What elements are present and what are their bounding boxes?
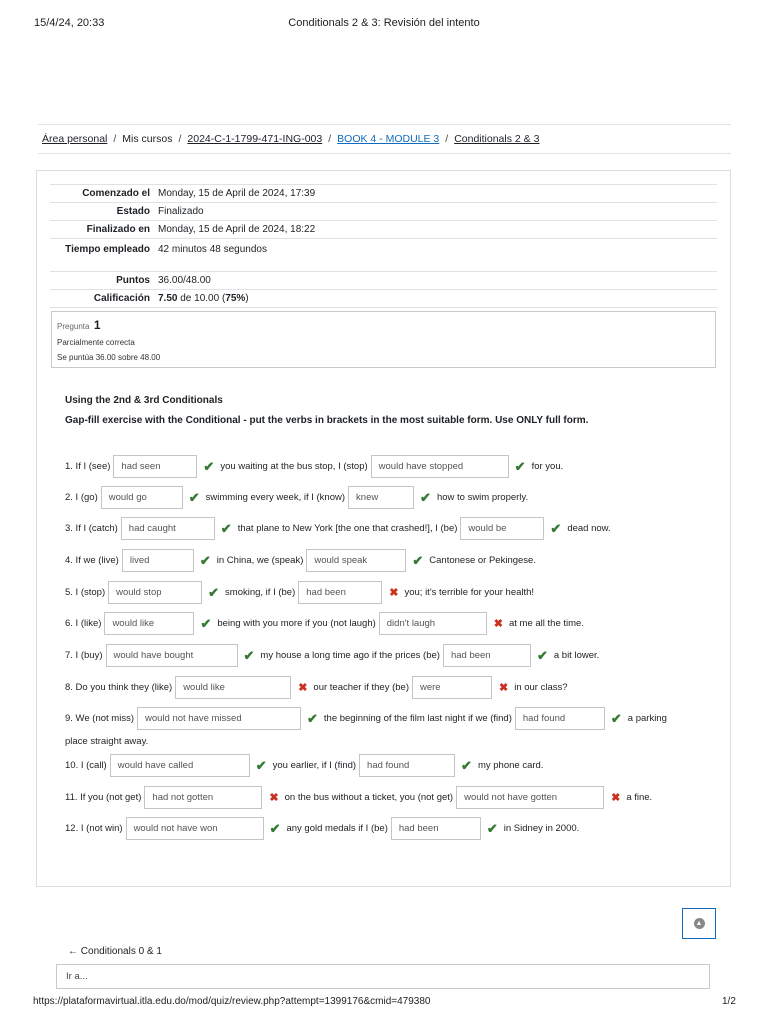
sentence-text: for you.	[531, 461, 564, 472]
sentence-text: 4. If we (live)	[65, 555, 119, 566]
breadcrumb-separator: /	[113, 133, 117, 145]
correct-check-icon: ✔	[243, 647, 255, 663]
sentence-text: 8. Do you think they (like)	[65, 682, 173, 693]
answer-field[interactable]: had found	[515, 707, 605, 730]
grade-scale: de 10.00 (	[177, 293, 226, 304]
incorrect-cross-icon: ✖	[498, 682, 509, 694]
question-state: Parcialmente correcta	[57, 338, 135, 347]
print-page-number: 1/2	[722, 996, 736, 1007]
sentence-text: on the bus without a ticket, you (not get)	[284, 792, 454, 803]
jump-to-select[interactable]	[56, 964, 710, 989]
sentence-text: that plane to New York [the one that crashed!], I (be)	[237, 523, 458, 534]
gap-fill-sentence	[65, 676, 568, 699]
answer-field[interactable]: had been	[391, 817, 481, 840]
breadcrumb-separator: /	[445, 133, 449, 145]
gap-fill-sentence	[65, 612, 584, 635]
sentence-text: how to swim properly.	[436, 492, 529, 503]
summary-row-started	[50, 185, 717, 203]
summary-row-state	[50, 203, 717, 221]
breadcrumb	[38, 124, 731, 154]
answer-field[interactable]: would go	[101, 486, 183, 509]
summary-row-points	[50, 272, 717, 290]
print-datetime: 15/4/24, 20:33	[34, 17, 105, 29]
sentence-text: you waiting at the bus stop, I (stop)	[220, 461, 368, 472]
correct-check-icon: ✔	[199, 552, 211, 568]
question-info-box	[51, 311, 716, 368]
sentence-text: 10. I (call)	[65, 760, 107, 771]
correct-check-icon: ✔	[220, 520, 232, 536]
arrow-up-icon: ▲	[694, 918, 705, 929]
breadcrumb-quiz[interactable]: Conditionals 2 & 3	[454, 133, 540, 145]
summary-value: Monday, 15 de April de 2024, 17:39	[154, 185, 717, 203]
correct-check-icon: ✔	[255, 757, 267, 773]
sentence-text: 11. If you (not get)	[65, 792, 142, 803]
sentence-text: 3. If I (catch)	[65, 523, 118, 534]
incorrect-cross-icon: ✖	[611, 792, 621, 804]
sentence-text: being with you more if you (not laugh)	[217, 618, 376, 629]
sentence-text: 5. I (stop)	[65, 587, 106, 598]
answer-field[interactable]: would like	[104, 612, 194, 635]
sentence-text: any gold medals if I (be)	[286, 823, 388, 834]
summary-value: 36.00/48.00	[154, 272, 717, 290]
breadcrumb-module[interactable]: BOOK 4 - MODULE 3	[337, 133, 440, 145]
summary-row-time	[50, 239, 717, 272]
grade-percent: 75%	[225, 293, 246, 304]
correct-check-icon: ✔	[610, 710, 622, 726]
breadcrumb-separator: /	[328, 133, 332, 145]
previous-activity-link[interactable]	[68, 946, 162, 957]
answer-field[interactable]: would speak	[306, 549, 406, 572]
attempt-summary-table	[50, 184, 717, 308]
correct-check-icon: ✔	[514, 458, 526, 474]
answer-field[interactable]: would be	[460, 517, 544, 540]
gap-fill-sentence	[65, 517, 611, 540]
incorrect-cross-icon: ✖	[493, 618, 503, 630]
correct-check-icon: ✔	[461, 757, 472, 773]
summary-value: Monday, 15 de April de 2024, 18:22	[154, 221, 717, 239]
correct-check-icon: ✔	[203, 458, 215, 474]
answer-field[interactable]: had not gotten	[144, 786, 262, 809]
sentence-text: a bit lower.	[553, 650, 600, 661]
breadcrumb-mis-cursos: Mis cursos	[122, 133, 173, 145]
gap-fill-sentence	[65, 707, 667, 730]
gap-fill-sentence	[65, 455, 563, 478]
summary-row-finished	[50, 221, 717, 239]
answer-field[interactable]: would not have won	[126, 817, 264, 840]
correct-check-icon: ✔	[550, 520, 562, 536]
sentence-text: 1. If I (see)	[65, 461, 111, 472]
sentence-text: swimming every week, if I (know)	[205, 492, 346, 503]
answer-field[interactable]: would stop	[108, 581, 202, 604]
question-title: Using the 2nd & 3rd Conditionals	[65, 395, 223, 406]
summary-row-grade	[50, 290, 717, 308]
jump-to-placeholder: Ir a...	[66, 971, 88, 982]
answer-field[interactable]: had caught	[121, 517, 215, 540]
question-label: Pregunta	[57, 322, 90, 331]
sentence-text: 6. I (like)	[65, 618, 102, 629]
arrow-left-icon: ←	[68, 946, 78, 957]
answer-field[interactable]: would like	[175, 676, 291, 699]
sentence-text: at me all the time.	[508, 618, 584, 629]
correct-check-icon: ✔	[208, 584, 220, 600]
sentence-text: 12. I (not win)	[65, 823, 123, 834]
incorrect-cross-icon: ✖	[269, 792, 279, 804]
correct-check-icon: ✔	[420, 489, 431, 505]
question-instructions: Gap-fill exercise with the Conditional - put the verbs in brackets in the most suitable form. Use ONLY full form.	[65, 415, 589, 426]
correct-check-icon: ✔	[188, 489, 200, 505]
correct-check-icon: ✔	[306, 710, 318, 726]
answer-field[interactable]: knew	[348, 486, 414, 509]
summary-value	[154, 290, 717, 308]
sentence-text: the beginning of the film last night if we (find)	[323, 713, 512, 724]
answer-field[interactable]: didn't laugh	[379, 612, 487, 635]
sentence-text: smoking, if I (be)	[225, 587, 296, 598]
summary-key: Puntos	[50, 272, 154, 290]
correct-check-icon: ✔	[486, 820, 498, 836]
sentence-text: in China, we (speak)	[216, 555, 304, 566]
sentence-9-continuation: place straight away.	[65, 736, 149, 747]
answer-field[interactable]: would have bought	[106, 644, 238, 667]
summary-key: Calificación	[50, 290, 154, 308]
sentence-text: 2. I (go)	[65, 492, 98, 503]
grade-close: )	[245, 293, 249, 304]
sentence-text: 7. I (buy)	[65, 650, 103, 661]
answer-field[interactable]: would not have gotten	[456, 786, 604, 809]
answer-field[interactable]: would not have missed	[137, 707, 301, 730]
sentence-text: my phone card.	[477, 760, 544, 771]
sentence-text: in our class?	[514, 682, 568, 693]
gap-fill-sentence	[65, 817, 579, 840]
sentence-text: you earlier, if I (find)	[272, 760, 357, 771]
answer-field[interactable]: had been	[298, 581, 382, 604]
sentence-text: 9. We (not miss)	[65, 713, 134, 724]
correct-check-icon: ✔	[269, 820, 281, 836]
answer-field[interactable]: were	[412, 676, 492, 699]
answer-field[interactable]: would have called	[110, 754, 250, 777]
answer-field[interactable]: would have stopped	[371, 455, 509, 478]
answer-field[interactable]: had seen	[113, 455, 197, 478]
sentence-text: in Sidney in 2000.	[503, 823, 580, 834]
breadcrumb-separator: /	[178, 133, 182, 145]
summary-key: Comenzado el	[50, 185, 154, 203]
answer-field[interactable]: had been	[443, 644, 531, 667]
answer-field[interactable]: had found	[359, 754, 455, 777]
sentence-text: a fine.	[626, 792, 653, 803]
correct-check-icon: ✔	[536, 647, 548, 663]
grade-value: 7.50	[158, 293, 178, 304]
summary-key: Estado	[50, 203, 154, 221]
correct-check-icon: ✔	[412, 552, 424, 568]
sentence-text: a parking	[627, 713, 667, 724]
gap-fill-sentence	[65, 486, 528, 509]
sentence-text: my house a long time ago if the prices (be)	[260, 650, 440, 661]
correct-check-icon: ✔	[200, 615, 212, 631]
summary-key: Finalizado en	[50, 221, 154, 239]
sentence-text: Cantonese or Pekingese.	[429, 555, 536, 566]
sentence-text: you; it's terrible for your health!	[404, 587, 535, 598]
incorrect-cross-icon: ✖	[389, 587, 399, 599]
answer-field[interactable]: lived	[122, 549, 194, 572]
question-number: 1	[93, 318, 101, 332]
sentence-text: our teacher if they (be)	[313, 682, 409, 693]
print-url: https://plataformavirtual.itla.edu.do/mod/quiz/review.php?attempt=1399176&cmid=479380	[33, 996, 431, 1007]
gap-fill-sentence	[65, 549, 536, 572]
print-page-title: Conditionals 2 & 3: Revisión del intento	[288, 17, 480, 29]
incorrect-cross-icon: ✖	[298, 682, 308, 694]
summary-value: 42 minutos 48 segundos	[154, 239, 717, 272]
summary-key: Tiempo empleado	[50, 239, 154, 272]
breadcrumb-area-personal[interactable]: Área personal	[42, 133, 108, 145]
summary-value: Finalizado	[154, 203, 717, 221]
gap-fill-sentence	[65, 581, 534, 604]
gap-fill-sentence	[65, 786, 652, 809]
gap-fill-sentence	[65, 644, 599, 667]
breadcrumb-course[interactable]: 2024-C-1-1799-471-ING-003	[187, 133, 323, 145]
sentence-text: dead now.	[567, 523, 611, 534]
previous-activity-label: Conditionals 0 & 1	[80, 946, 162, 957]
question-grade: Se puntúa 36.00 sobre 48.00	[57, 353, 161, 362]
back-to-top-button[interactable]	[682, 908, 716, 939]
gap-fill-sentence	[65, 754, 543, 777]
